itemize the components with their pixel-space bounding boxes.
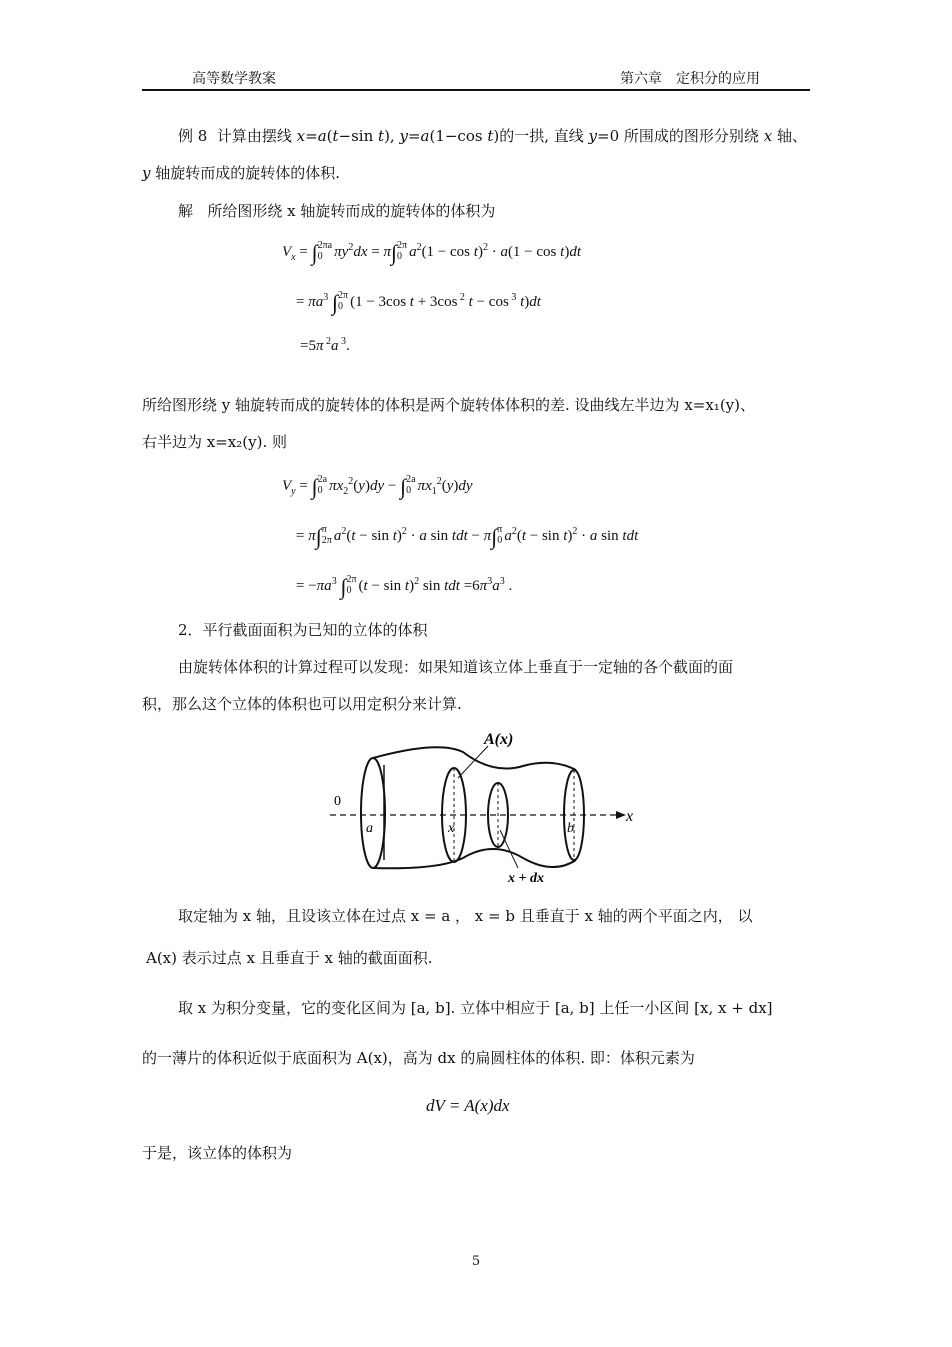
section-heading: 2．平行截面面积为已知的立体的体积 (178, 621, 428, 639)
volume-element-formula: dV = A(x)dx (426, 1096, 510, 1115)
figure-label-area: A(x) (484, 731, 514, 748)
figure-label-x-plus-dx: x + dx (508, 871, 544, 886)
figure-label-origin: 0 (334, 794, 341, 809)
left-cross-section (361, 758, 385, 868)
header-right: 第六章 定积分的应用 (620, 71, 760, 87)
example-line-2: y 轴旋转而成的旋转体的体积. (142, 164, 341, 182)
example-line-1: 例 8 计算由摆线 x=a(t−sin t), y=a(1−cos t)的一拱, 直线 y=0 所围成的图形分别绕 x 轴、 (178, 127, 807, 145)
figure-label-a: a (366, 821, 373, 836)
vy-formula-line-3: = $-\pi a^3$ ∫ 2π 0 $(t - \sin t)^2$ sin tdt $=6\pi^3a^3$ . (296, 573, 513, 599)
example-label: 例 8 (178, 127, 208, 145)
page-number: 5 (471, 1254, 481, 1269)
figure-label-b: b (567, 821, 574, 836)
figure-label-x: x (448, 821, 455, 836)
vy-intro-line-1: 所给图形绕 y 轴旋转而成的旋转体的体积是两个旋转体体积的差. 设曲线左半边为 x=x₁(y)、 (142, 396, 755, 414)
solid-volume-figure (328, 730, 640, 890)
para3-line-1: 取 x 为积分变量，它的变化区间为 [a, b]. 立体中相应于 [a, b] 上任一小区间 [x, x + dx] (178, 999, 773, 1017)
vx-formula-line-2: = $\pi a^3$ ∫ 2π 0 (1 − 3cos t + 3cos $^2$ t − cos $^3$ t)dt (296, 289, 541, 315)
vy-formula-line-1: $V_y$ = ∫ 2a 0 $\pi x_2^2(y)dy$ − ∫ 2a 0 $\pi x_1^2(y)dy$ (282, 473, 473, 499)
figure-axis-label: x (626, 808, 634, 825)
solution-label: 解 (178, 202, 194, 220)
section-para-line-2: 积，那么这个立体的体积也可以用定积分来计算. (142, 695, 462, 713)
header-left: 高等数学教案 (192, 71, 276, 87)
solid-top-curve (373, 747, 576, 770)
para3-line-2: 的一薄片的体积近似于底面积为 A(x)，高为 dx 的扁圆柱体的体积. 即：体积元素为 (142, 1049, 695, 1067)
header-rule (142, 89, 810, 91)
vy-intro-line-2: 右半边为 x=x₂(y). 则 (142, 433, 287, 451)
solution-line: 解 所给图形绕 x 轴旋转而成的旋转体的体积为 (178, 202, 496, 220)
para3-line-3: 于是，该立体的体积为 (142, 1144, 293, 1162)
para2-line-2: A(x) 表示过点 x 且垂直于 x 轴的截面面积. (146, 949, 433, 967)
para2-line-1: 取定轴为 x 轴，且设该立体在过点 x = a ， x = b 且垂直于 x 轴的两个平面之内， 以 (178, 907, 753, 925)
x-axis-arrow-icon (616, 811, 626, 819)
vx-formula-line-1: $V_x$ = ∫ 2πa 0 $\pi y^2dx = \pi\int$ 2π 0 $a^2(1 - \cos t)^2 \cdot a(1 - \cos t)dt$ (282, 239, 581, 265)
vy-formula-line-2: = π∫ π 2π $a^2(t - \sin t)^2 \cdot a$ sin tdt − π∫ π 0 $a^2(t - \sin t)^2 \cdot a$ sin tdt (296, 523, 639, 549)
section-para-line-1: 由旋转体体积的计算过程可以发现：如果知道该立体上垂直于一定轴的各个截面的面 (178, 658, 734, 676)
vx-formula-line-3: =5π $^2$a $^3$. (300, 336, 350, 354)
solid-bottom-curve (373, 849, 576, 868)
